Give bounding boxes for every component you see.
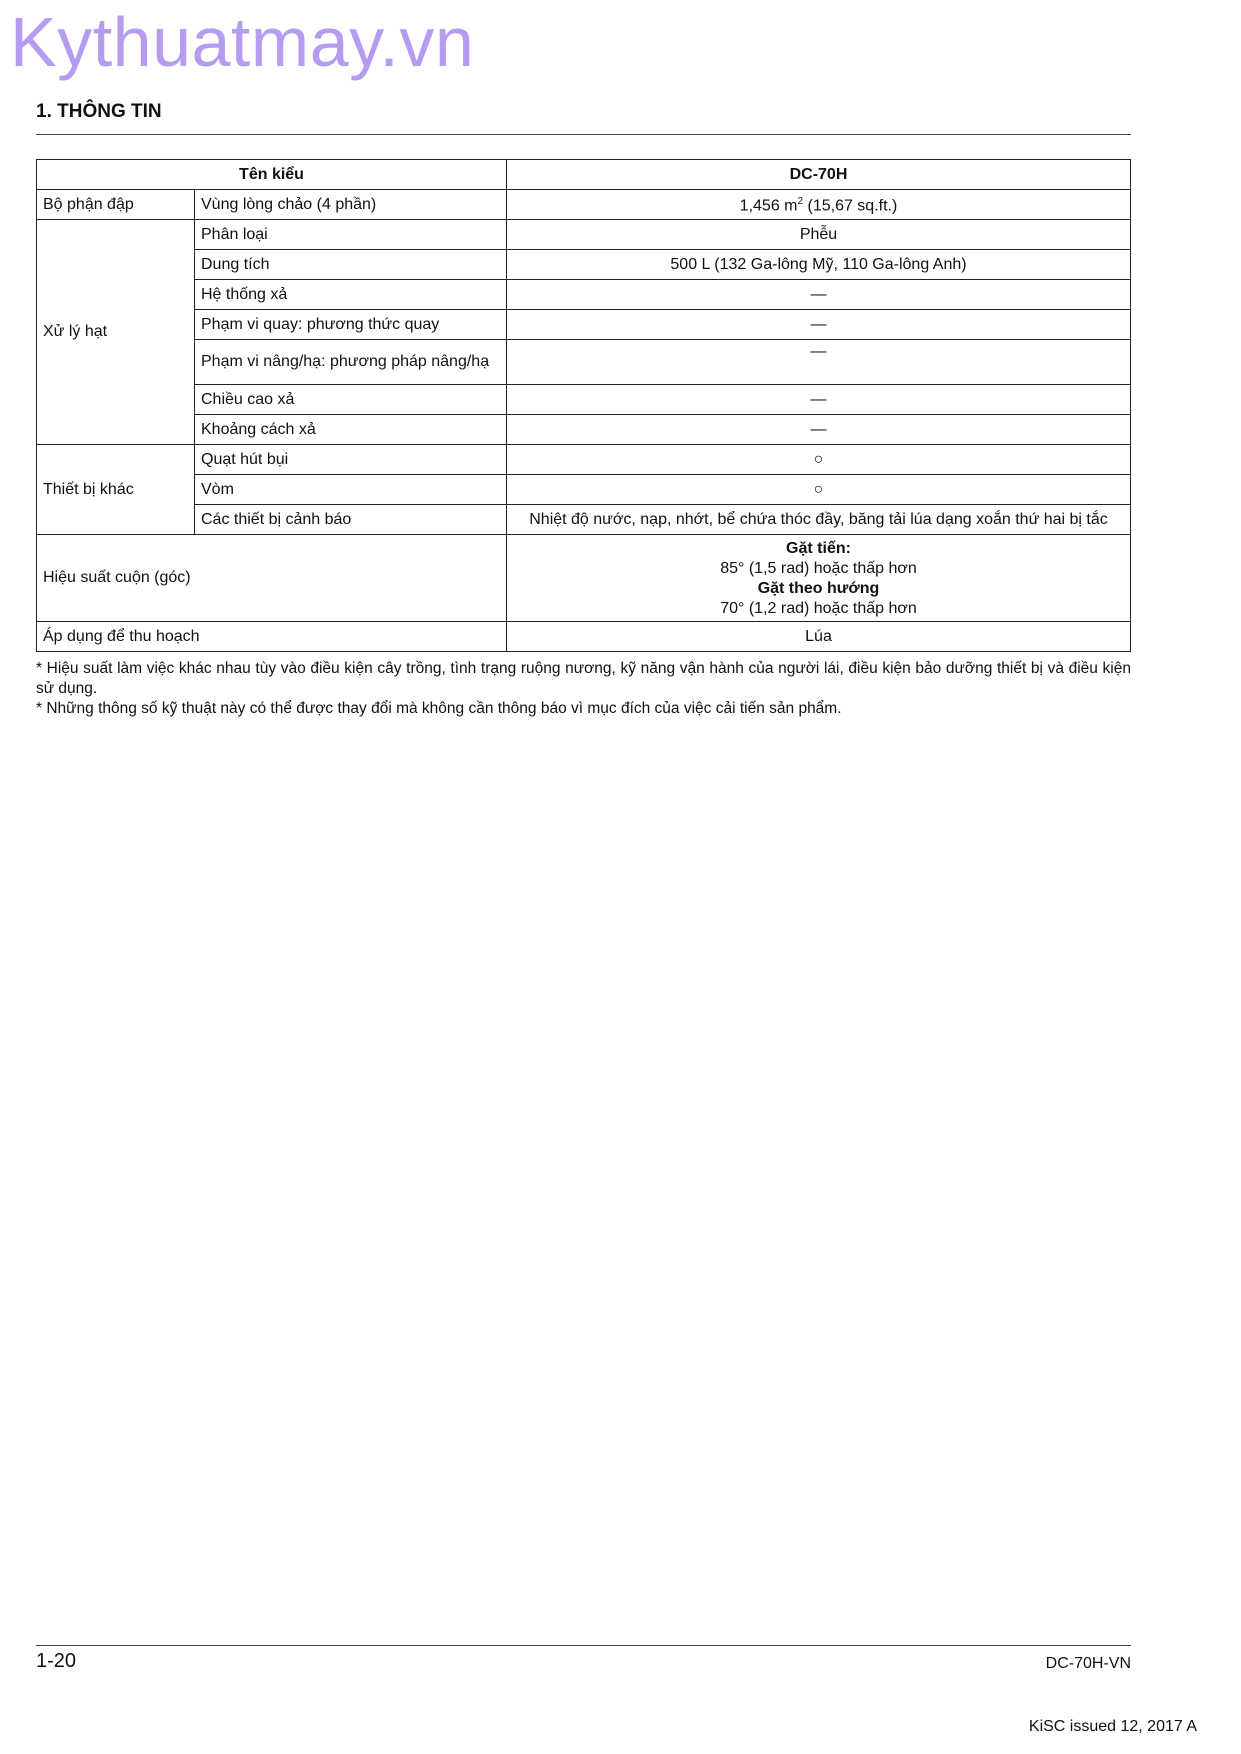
row-value: — [507,415,1131,445]
roll-forward-title: Gặt tiến: [786,540,851,557]
table-row [37,220,1131,250]
table-row [37,190,1131,220]
section-title: 1. THÔNG TIN [36,101,162,122]
roll-direction-title: Gặt theo hướng [757,580,880,597]
row-label: Phân loại [195,220,507,250]
table-row [37,280,1131,310]
table-row [37,415,1131,445]
footnote: * Những thông số kỹ thuật này có thể được thay đổi mà không cần thông báo vì mục đích của việc cải tiến sản phẩm. [36,700,842,717]
table-row [37,535,1131,622]
footer-divider [36,1645,1131,1646]
table-row [37,340,1131,385]
row-value: ○ [507,475,1131,505]
watermark-logo: Kythuatmay.vn [10,3,475,81]
row-label: Quạt hút bụi [195,445,507,475]
table-row [37,310,1131,340]
page-number: 1-20 [36,1650,77,1672]
row-label-roll: Hiệu suất cuộn (góc) [37,535,507,622]
table-row [37,622,1131,652]
roll-direction-value: 70° (1,2 rad) hoặc thấp hơn [720,600,917,617]
row-value: 1,456 $m^2$ (15,67 sq.ft.) [507,190,1131,220]
row-label: Vòm [195,475,507,505]
row-label: Phạm vi nâng/hạ: phương pháp nâng/hạ [195,340,507,385]
title-divider [36,134,1131,135]
footnote: * Hiệu suất làm việc khác nhau tùy vào điều kiện cây trồng, tình trạng ruộng nương, kỹ năng vận hành của người lái, điều kiện bảo dưỡng thiết bị và điều kiện sử dụng. [36,660,1131,697]
row-value-crop: Lúa [507,622,1131,652]
row-value: 500 L (132 Ga-lông Mỹ, 110 Ga-lông Anh) [507,250,1131,280]
row-label-crop: Áp dụng để thu hoạch [37,622,507,652]
row-value: ○ [507,445,1131,475]
header-model-label: Tên kiểu [37,160,507,190]
roll-forward-value: 85° (1,5 rad) hoặc thấp hơn [720,560,917,577]
table-row [37,385,1131,415]
header-model-value: DC-70H [507,160,1131,190]
row-value: — [507,385,1131,415]
group-label-threshing: Bộ phận đập [37,190,195,220]
row-value: — [507,310,1131,340]
document-id: DC-70H-VN [1045,1655,1131,1672]
row-value: Nhiệt độ nước, nạp, nhớt, bể chứa thóc đầy, băng tải lúa dạng xoắn thứ hai bị tắc [507,505,1131,535]
footnotes [36,659,1131,719]
table-row [37,445,1131,475]
row-label: Chiều cao xả [195,385,507,415]
issued-label: KiSC issued 12, 2017 A [1028,1718,1197,1735]
table-row [37,505,1131,535]
table-row [37,475,1131,505]
row-label: Phạm vi quay: phương thức quay [195,310,507,340]
row-value-roll [507,535,1131,622]
spec-table [36,159,1131,652]
row-label: Khoảng cách xả [195,415,507,445]
row-value: — [507,340,1131,385]
group-label-other: Thiết bị khác [37,445,195,535]
row-value: — [507,280,1131,310]
table-row [37,250,1131,280]
row-label: Dung tích [195,250,507,280]
row-label: Vùng lòng chảo (4 phần) [195,190,507,220]
row-label: Các thiết bị cảnh báo [195,505,507,535]
table-header-row [37,160,1131,190]
row-label: Hệ thống xả [195,280,507,310]
row-value: Phễu [507,220,1131,250]
group-label-grain: Xử lý hạt [37,220,195,445]
